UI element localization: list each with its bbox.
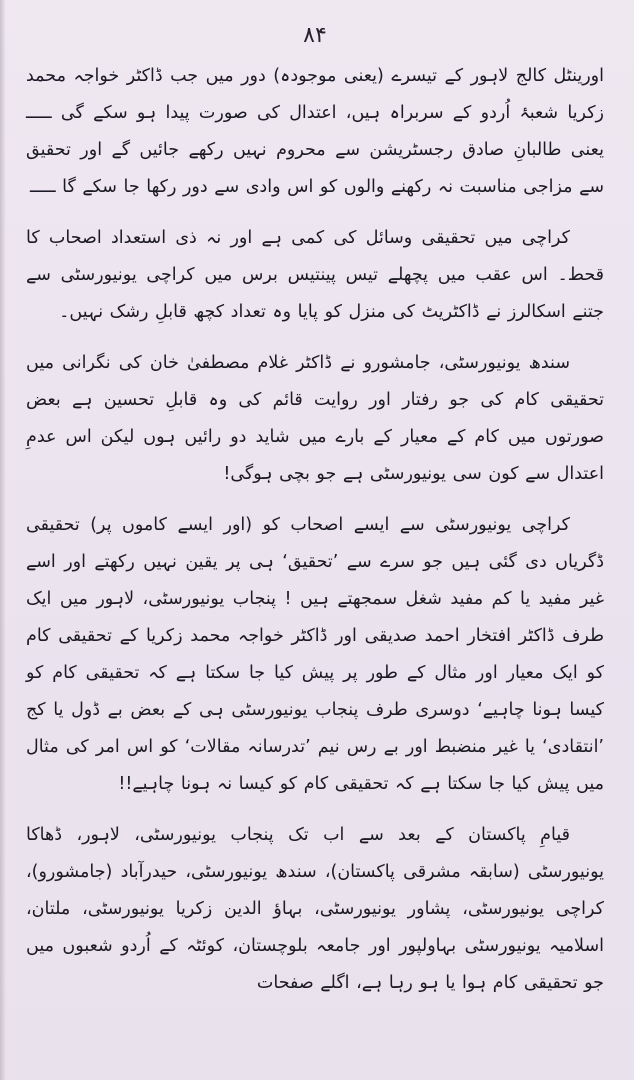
page-edge-shadow [0,0,6,1080]
paragraph-oriental-college: اورینٹل کالج لاہور کے تیسرے (یعنی موجودہ) دور میں جب ڈاکٹر خواجہ محمد زکریا شعبۂ اُردو کے سربراہ ہیں، اعتدال کی صورت پیدا ہو سکے گی ـــــ یعنی طالبانِ صادق رجسٹریشن سے محروم نہیں رکھے جائیں گے اور تحقیق سے مزاجی مناسبت نہ رکھنے والوں کو اس وادی سے دور رکھا جا سکے گا ـــــ [26,66,604,197]
page-body-text [26,58,604,1002]
paragraph-universities-list: قیامِ پاکستان کے بعد سے اب تک پنجاب یونیورسٹی، لاہور، ڈھاکا یونیورسٹی (سابقہ مشرقی پاکستان)، سندھ یونیورسٹی، حیدرآباد (جامشورو)، کراچی یونیورسٹی، پشاور یونیورسٹی، بہاؤ الدین زکریا یونیورسٹی، ملتان، اسلامیہ یونیورسٹی بہاولپور اور جامعہ بلوچستان، کوئٹہ کے اُردو شعبوں میں جو تحقیقی کام ہوا یا ہو رہا ہے، اگلے صفحات [26,825,604,993]
page-number: ۸۴ [303,23,327,48]
paragraph-karachi-resources: کراچی میں تحقیقی وسائل کی کمی ہے اور نہ ذی استعداد اصحاب کا قحط۔ اس عقب میں پچھلے تیس پینتیس برس میں کراچی یونیورسٹی سے جتنے اسکالرز نے ڈاکٹریٹ کی منزل کو پایا وہ تعداد کچھ قابلِ رشک نہیں۔ [26,228,604,322]
paragraph-karachi-degrees: کراچی یونیورسٹی سے ایسے اصحاب کو (اور ایسے کاموں پر) تحقیقی ڈگریاں دی گئی ہیں جو سرے سے ’تحقیق‘ ہی پر یقین نہیں رکھتے اور اسے غیر مفید یا کم مفید شغل سمجھتے ہیں ! پنجاب یونیورسٹی، لاہور میں ایک طرف ڈاکٹر افتخار احمد صدیقی اور ڈاکٹر خواجہ محمد زکریا کے تحقیقی کام کو ایک معیار اور مثال کے طور پر پیش کیا جا سکتا ہے کہ تحقیقی کام کو کیسا ہونا چاہیے‘ دوسری طرف پنجاب یونیورسٹی ہی کے بعض بے ڈول یا کج ’انتقادی‘ یا غیر منضبط اور بے رس نیم ’تدرسانہ مقالات‘ کو اس امر کی مثال میں پیش کیا جا سکتا ہے کہ تحقیقی کام کو کیسا نہ ہونا چاہیے!! [26,515,604,794]
paragraph-sindh-university: سندھ یونیورسٹی، جامشورو نے ڈاکٹر غلام مصطفیٰ خان کی نگرانی میں تحقیقی کام کی جو رفتار اور روایت قائم کی وہ قابلِ تحسین ہے بعض صورتوں میں کام کے معیار کے بارے میں شاید دو رائیں ہوں لیکن اس عدمِ اعتدال سے کون سی یونیورسٹی ہے جو بچی ہوگی! [26,353,604,484]
